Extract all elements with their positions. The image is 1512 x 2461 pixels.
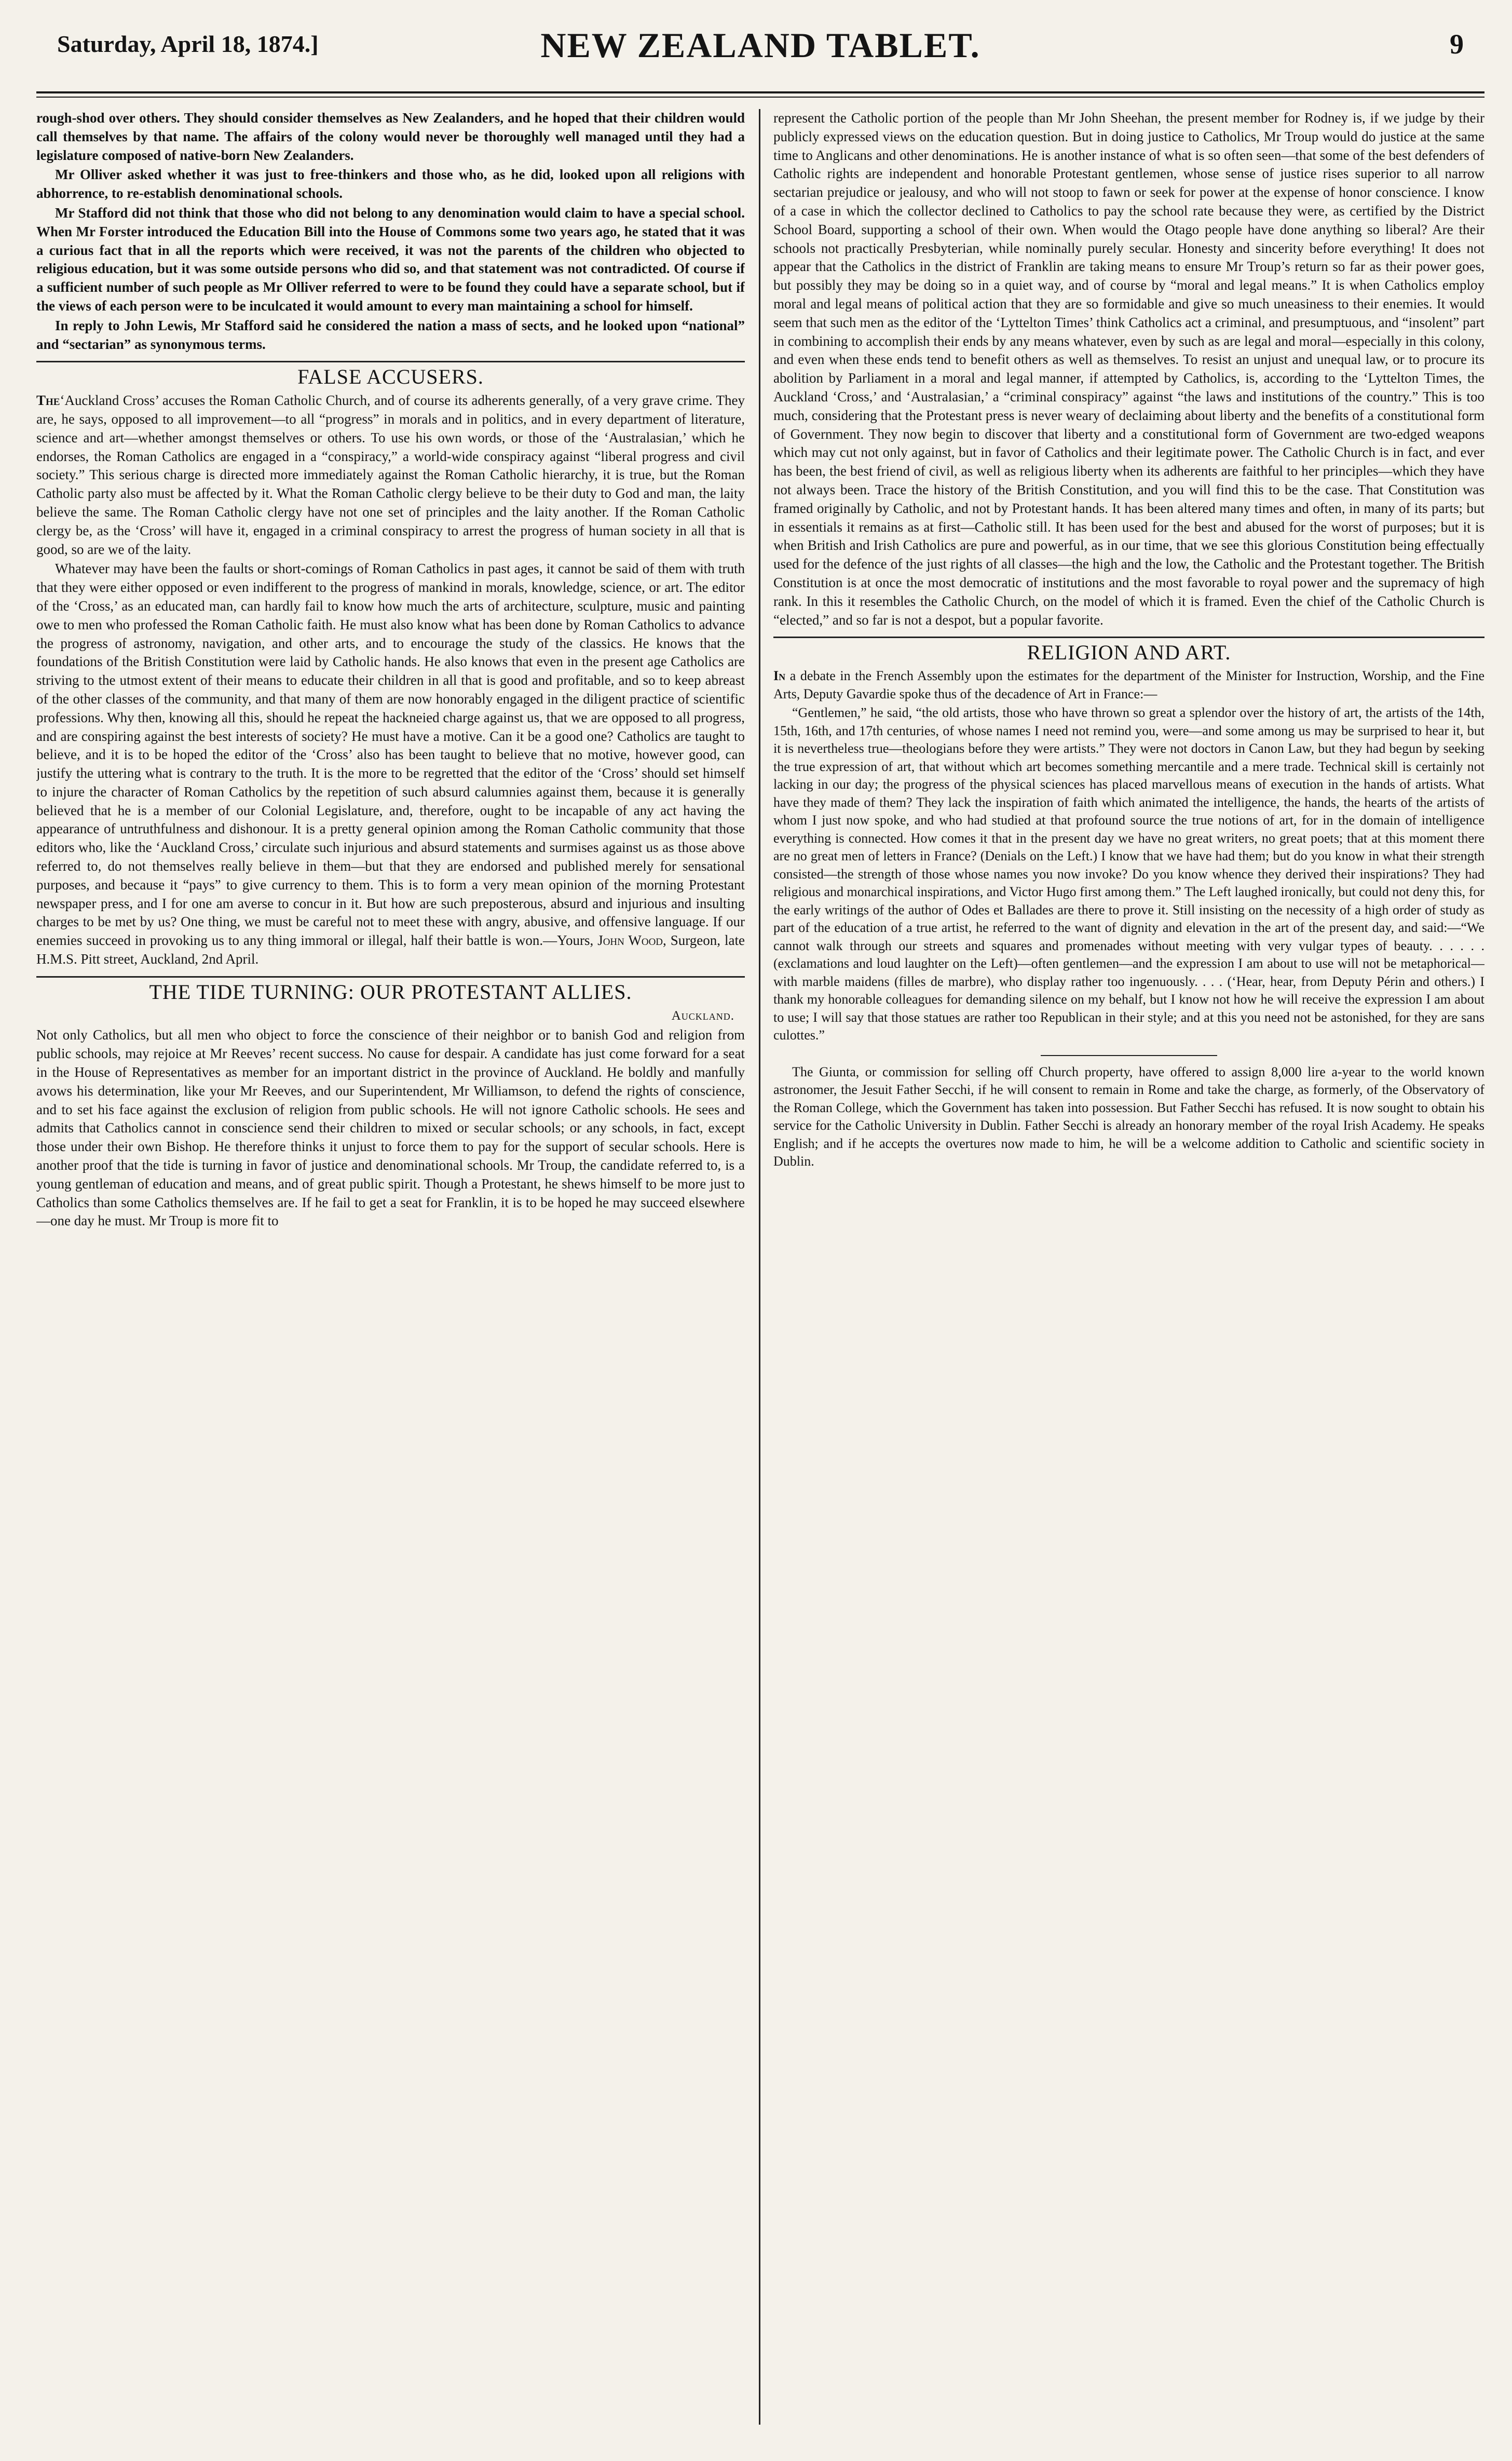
author-signature: John Wood (597, 932, 663, 949)
paragraph (773, 667, 1484, 703)
article-heading-false-accusers: FALSE ACCUSERS. (297, 365, 484, 389)
section-divider (36, 361, 745, 362)
section-divider (773, 637, 1484, 638)
lead-word: The (36, 393, 60, 409)
dateline: Auckland. (671, 1008, 734, 1023)
paragraph: Mr Stafford did not think that those who did not belong to any denomination would claim to have a special school. When Mr Forster introduced the Education Bill into the House of Commons some two years ago, he stated that it was a curious fact that in all the reports which were received, it was not the parents of the children who objected to religious education, but it was some outside persons who did so, and that statement was not contradicted. Of course if a sufficient number of such people as Mr Olliver referred to were to be found they could have a separate school, but if the views of each person were to be inculcated it would amount to every man maintaining a school for himself. (36, 205, 745, 314)
newspaper-title: NEW ZEALAND TABLET. (540, 25, 980, 65)
signature-address: , Surgeon, late H.M.S. Pitt street, Auckland, 2nd April. (36, 932, 745, 967)
article-heading-religion-and-art: RELIGION AND ART. (1027, 641, 1231, 665)
column-divider (759, 109, 760, 2425)
lead-word: In (773, 668, 786, 684)
paragraph (36, 560, 745, 969)
paragraph-text: Whatever may have been the faults or short-comings of Roman Catholics in past ages, it cannot be said of them with truth that they were either opposed or even indifferent to the progress of mankind in morals, knowledge, science, or art. The editor of the ‘Cross,’ as an educated man, can hardly fail to know how much the arts of architecture, sculpture, music and painting owe to men who professed the Roman Catholic faith. He must also know what has been done by Roman Catholics to advance the progress of astronomy, navigation, and other arts, and to encourage the study of the classics. He knows that the foundations of the British Constitution were laid by Catholic hands. He also knows that even in the present age Catholics are striving to the utmost extent of their means to educate their children in all that is good and profitable, and so to keep abreast of the other classes of the community, and that many of them are now honorably engaged in the diligent practice of scientific professions. Why then, knowing all this, should he repeat the hackneied charge against us, that we are opposed to all progress, and are conspiring against the best interests of society? He must have a motive. Can it be a good one? Catholics are taught to believe, and it is to be hoped the editor of the ‘Cross’ also has been taught to believe that no motive, however good, can justify the uttering what is contrary to the truth. It is the more to be regretted that the editor of the ‘Cross’ should set himself to injure the character of Roman Catholics by the repetition of such absurd calumnies against them, because it is generally believed that he is a member of our Colonial Legislature, and, therefore, ought to be incapable of any act having the appearance of untruthfulness and dishonour. It is a pretty general opinion among the Roman Catholic community that those editors who, like the ‘Auckland Cross,’ circulate such injurious and absurd statements and surmises against us as those above referred to, do not themselves really believe in them—but that they are endorsed and published merely for sensational purposes, and because it “pays” to give currency to them. This is to form a very mean opinion of the morning Protestant newspaper press, and I for one am averse to concur in it. But how are such preposterous, absurd and injurious and insulting charges to be met by us? One thing, we must be careful not to meet these with angry, abusive, and offensive language. If our enemies succeed in provoking us to any thing immoral or illegal, half their battle is won.—Yours, (36, 561, 745, 949)
continued-report (36, 109, 745, 354)
short-divider (1041, 1055, 1217, 1056)
masthead (36, 21, 1484, 83)
page-number: 9 (1450, 29, 1464, 60)
section-divider (36, 976, 745, 978)
paragraph: In reply to John Lewis, Mr Stafford said he considered the nation a mass of sects, and he looked upon “national” and “sectarian” as synonymous terms. (36, 317, 745, 352)
paragraph-text: ‘Auckland Cross’ accuses the Roman Catholic Church, and of course its adherents generally, of a very grave crime. They are, he says, opposed to all improvement—to all “progress” in morals and in politics, and in every department of literature, science and art—whether amongst themselves or others. To use his own words, or those of the ‘Australasian,’ which he endorses, the Roman Catholics are engaged in a “conspiracy,” a world-wide conspiracy against “liberal progress and civil society.” This serious charge is directed more immediately against the Roman Catholic hierarchy, it is true, but the Roman Catholic party also must be affected by it. What the Roman Catholic clergy believe to be their duty to God and man, the laity believe the same. The Roman Catholic clergy have not one set of principles and the laity another. If the Roman Catholic clergy be, as the ‘Cross’ will have it, engaged in a criminal conspiracy to arrest the progress of human society in all that is good, so are we of the laity. (36, 393, 745, 557)
newspaper-page (36, 21, 1484, 2440)
left-column (36, 109, 745, 2425)
issue-date: Saturday, April 18, 1874.] (57, 31, 319, 57)
paragraph: “Gentlemen,” he said, “the old artists, those who have thrown so great a splendor over the history of art, the artists of the 14th, 15th, 16th, and 17th centuries, of whose names I need not remind you, were—and some among us may be surprised to hear it, but it is nevertheless true—theologians before they were artists.” They were not doctors in Canon Law, but they had begun by seeking the true expression of art, that without which art becomes something mercantile and a mere trade. Technical skill is certainly not lacking in our day; the progress of the physical sciences has placed marvellous means of execution in the hands of artists. What have they made of them? They lack the inspiration of faith which animated the intelligence, the hands, the hearts of the artists of whom I just now spoke, and who had studied at that profound source the true notions of art, for in the domain of intelligence everything is connected. How comes it that in the present day we have no great writers, no great poets; that at this moment there are no great men of letters in France? (Denials on the Left.) I know that we have had them; but do you know in what their strength consisted—the strength of those whose names you now invoke? Do you know whence they derived their inspirations? They had religious and monarchical inspirations, and Victor Hugo first among them.” The Left laughed ironically, but could not deny this, for the early writings of the author of Odes et Ballades are there to prove it. Still insisting on the necessity of a high order of study as part of the education of a true artist, he referred to the want of dignity and elevation in the art of the present day, and said:—“We cannot walk through our streets and squares and promenades without meeting with very vulgar types of beauty. . . . . . (exclamations and loud laughter on the Left)—often gentlemen—and the expression I am about to use will not be metaphorical—with marble maidens (filles de marbre), who display rather too ingenuously. . . . (‘Hear, hear, from Deputy Périn and others.) I thank my honorable colleagues for demanding silence on my behalf, but I know not how he will receive the expression I am about to use; I will say that those statues are rather too Republican in their style; and at this you need not be astonished, for they are sans culottes.” (773, 705, 1484, 1043)
right-column (773, 109, 1484, 2425)
masthead-rule (36, 91, 1484, 98)
paragraph-text: a debate in the French Assembly upon the estimates for the department of the Minister for Instruction, Worship, and the Fine Arts, Deputy Gavardie spoke thus of the decadence of Art in France:— (773, 668, 1484, 701)
paragraph: rough-shod over others. They should consider themselves as New Zealanders, and he hoped that their children would call themselves by that name. The affairs of the colony would never be thoroughly well managed until they had a legislature composed of native-born New Zealanders. (36, 110, 745, 163)
paragraph: represent the Catholic portion of the people than Mr John Sheehan, the present member for Rodney is, if we judge by their publicly expressed views on the education question. But in doing justice to Catholics, Mr Troup would do justice at the same time to Anglicans and other denominations. He is another instance of what is so often seen—that some of the best defenders of Catholic rights are independent and honorable Protestant gentlemen, whose sense of justice rises superior to all narrow sectarian prejudice or jealousy, and who will not stoop to fawn or seek for power at the expense of honor conscience. I know of a case in which the collector declined to Catholics to pay the school rate because they were, as certified by the District School Board, supporting a school of their own. When would the Otago people have done anything so liberal? Are their schools not practically Presbyterian, while nominally purely secular. Honesty and sincerity before everything! It does not appear that the Catholics in the district of Franklin are taking means to ensure Mr Troup’s return so far as their power goes, but possibly they may be doing so in a quiet way, and of course by “moral and legal means.” It is when Catholics employ moral and legal means of political action that they are so formidable and give so much uneasiness to their enemies. It would seem that such men as the editor of the ‘Lyttelton Times’ think Catholics act a criminal, and presumptuous, and “insolent” part in combining to accomplish their ends by any means whatever, even by such as are legal and moral—especially in this colony, and even when these ends tend to benefit others as well as themselves. To resist an unjust and unequal law, or to procure its abolition by Parliament in a moral and legal manner, if attempted by Catholics, is, according to the ‘Lyttelton Times, the Auckland ‘Cross,’ and ‘Australasian,’ a “criminal conspiracy” against “the laws and institutions of the country.” This is too much, considering that the Protestant press is never weary of declaiming about liberty and the benefits of a constitutional form of Government. They now begin to discover that liberty and a constitutional form of Government are two-edged weapons which may cut not only against, but in favor of Catholics and their legitimate power. The Catholic Church is in fact, and ever has been, the best friend of civil, as well as religious liberty when its adherents are faithful to her principles—which they have not always been. Trace the history of the British Constitution, and you will find this to be the case. That Constitution was framed originally by Catholic, and not by Protestant hands. It has been altered many times and often, in many of its parts; but in essentials it remains as at first—Catholic still. It has been used for the best and abused for the worst of purposes; but it is when British and Irish Catholics are pure and powerful, as in our time, that we see this glorious Constitution being effectually used for the defence of the just rights of all classes—the high and the low, the Catholic and the Protestant together. The British Constitution is at once the most democratic of institutions and the most favorable to royal power and the supremacy of high rank. In this it resembles the Catholic Church, on the model of which it is framed. Even the chief of the Catholic Church is “elected,” and so far is not a despot, but a popular favorite. (773, 110, 1484, 628)
article-heading-tide-turning: THE TIDE TURNING: OUR PROTESTANT ALLIES. (149, 980, 632, 1004)
paragraph: Mr Olliver asked whether it was just to free-thinkers and those who, as he did, looked upon all religions with abhorrence, to re-establish denominational schools. (36, 167, 745, 201)
paragraph: The Giunta, or commission for selling off Church property, have offered to assign 8,000 lire a-year to the world known astronomer, the Jesuit Father Secchi, if he will consent to remain in Rome and take the charge, as formerly, of the Observatory of the Roman College, which the Government has taken into possession. But Father Secchi has refused. It is now sought to obtain his service for the Catholic University in Dublin. Father Secchi is already an honorary member of the royal Irish Academy. He speaks English; and if he accepts the overtures now made to him, he will be a welcome addition to Catholic and scientific society in Dublin. (773, 1064, 1484, 1169)
paragraph (36, 391, 745, 559)
paragraph: Not only Catholics, but all men who object to force the conscience of their neighbor or to banish God and religion from public schools, may rejoice at Mr Reeves’ recent success. No cause for despair. A candidate has just come forward for a seat in the House of Representatives as member for an important district in the province of Auckland. He boldly and manfully avows his determination, like your Mr Reeves, and our Superintendent, Mr Williamson, to defend the rights of conscience, and to set his face against the exclusion of religion from public schools. He will not ignore Catholic schools. He sees and admits that Catholics cannot in conscience send their children to mixed or secular schools; or any schools, in fact, except those under their own Bishop. He therefore thinks it unjust to force them to pay for the support of secular schools. Here is another proof that the tide is turning in favor of justice and denominational schools. Mr Troup, the candidate referred to, is a young gentleman of education and means, and of great public spirit. Though a Protestant, he shews himself to be more just to Catholics than some Catholics themselves are. If he fail to get a seat for Franklin, it is to be hoped he may succeed elsewhere—one day he must. Mr Troup is more fit to (36, 1027, 745, 1229)
